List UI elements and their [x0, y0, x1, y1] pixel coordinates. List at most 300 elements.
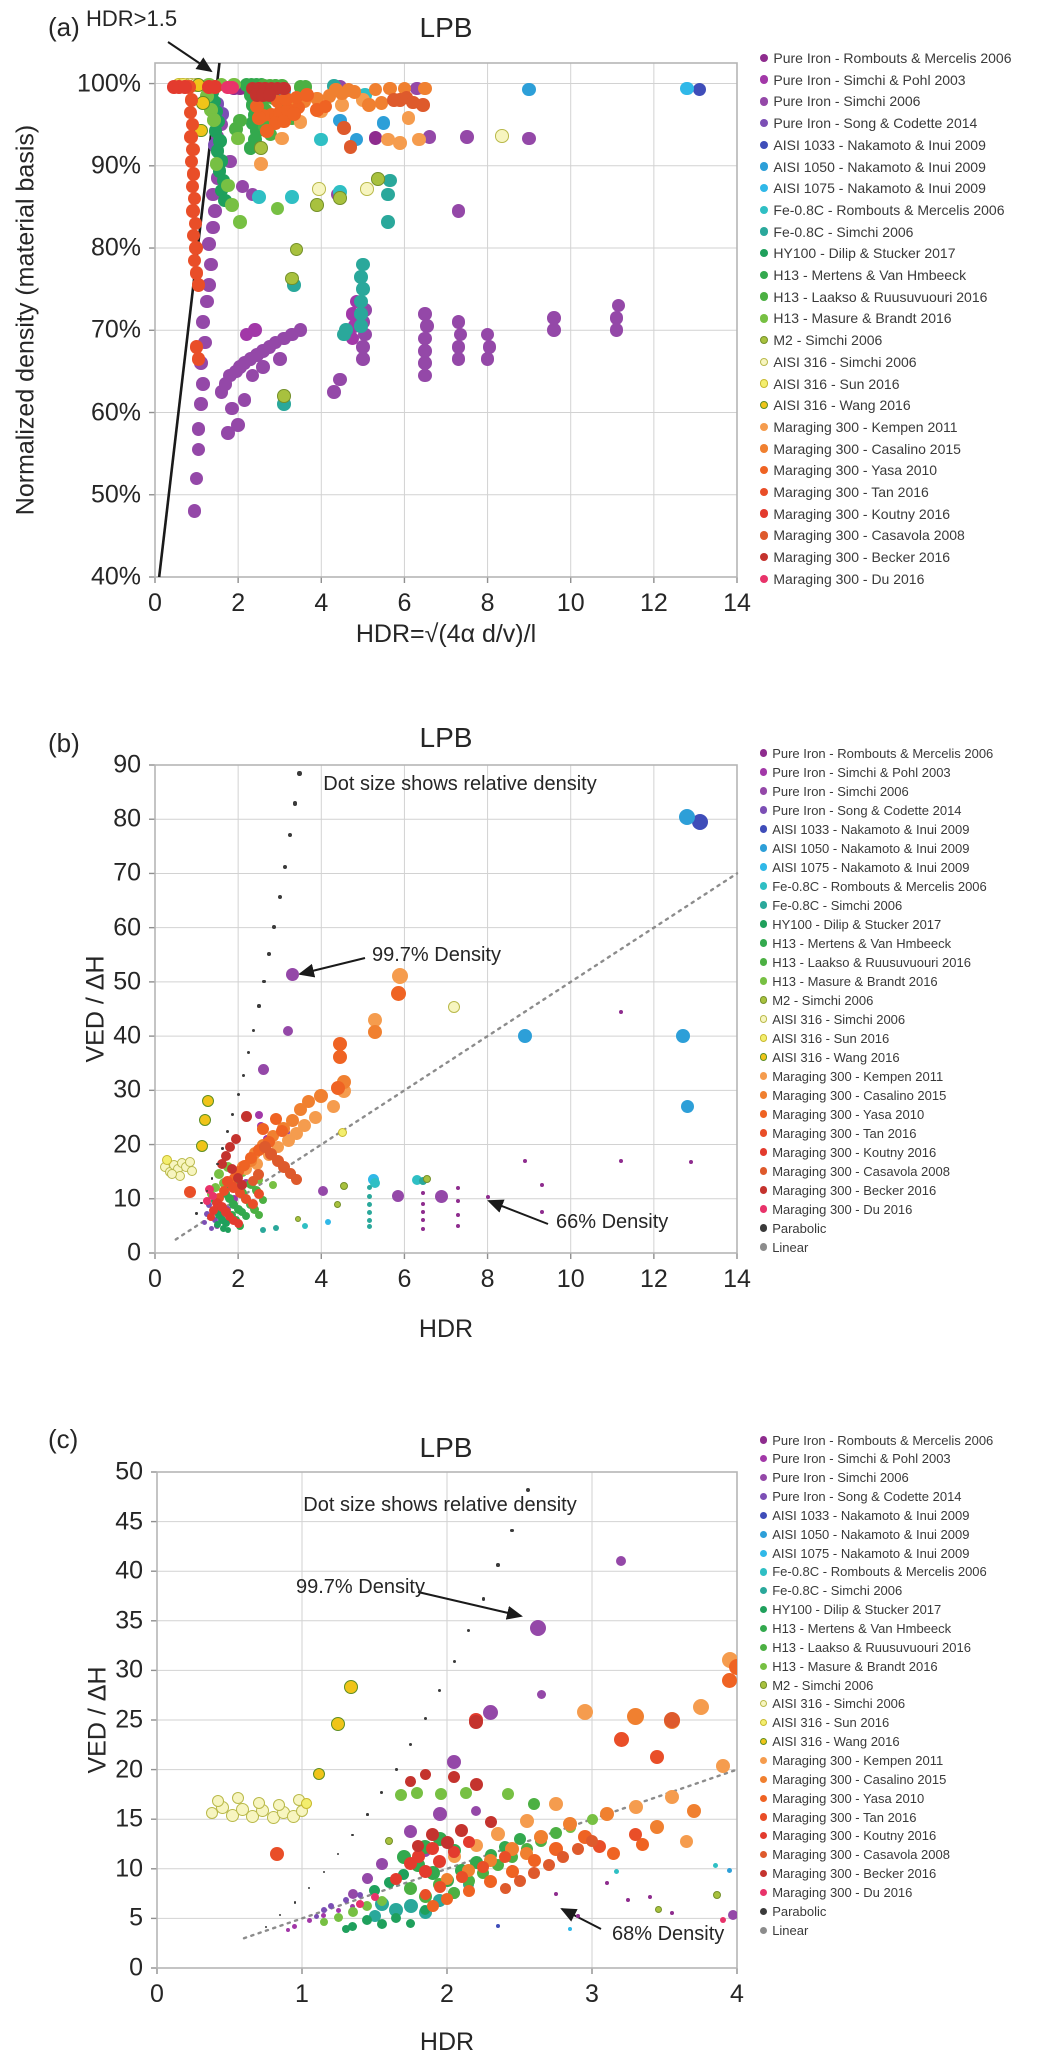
scatter-point — [438, 1689, 441, 1692]
scatter-point — [477, 1861, 489, 1873]
y-tick-label: 25 — [115, 1705, 143, 1734]
y-tick-label: 90 — [113, 750, 141, 779]
legend-item — [760, 1451, 951, 1467]
y-tick-label: 15 — [115, 1804, 143, 1833]
scatter-point — [496, 1563, 500, 1567]
legend-label: AISI 316 - Wang 2016 — [772, 1734, 900, 1750]
legend-label: Maraging 300 - Kempen 2011 — [772, 1068, 944, 1084]
legend-label: Pure Iron - Simchi 2006 — [772, 783, 909, 799]
legend-label: Pure Iron - Simchi & Pohl 2003 — [772, 1451, 951, 1467]
legend-item — [760, 1470, 909, 1486]
scatter-point — [331, 1717, 345, 1731]
y-tick-label: 50 — [115, 1457, 143, 1486]
legend-item — [760, 1922, 808, 1938]
legend-label: Pure Iron - Simchi & Pohl 2003 — [773, 71, 966, 88]
scatter-point — [629, 1800, 643, 1814]
legend-label: HY100 - Dilip & Stucker 2017 — [773, 245, 956, 262]
legend-label: Fe-0.8C - Rombouts & Mercelis 2006 — [773, 201, 1005, 218]
scatter-point — [470, 1778, 483, 1791]
scatter-point — [670, 1911, 674, 1915]
scatter-point — [485, 1816, 497, 1828]
scatter-point — [629, 1828, 642, 1841]
legend-label: AISI 316 - Sun 2016 — [773, 375, 900, 392]
scatter-point — [395, 1768, 398, 1771]
scatter-point — [405, 1776, 416, 1787]
legend-label: Pure Iron - Rombouts & Mercelis 2006 — [772, 1432, 994, 1448]
panel-c-label: (c) — [48, 1424, 79, 1454]
legend-label: Maraging 300 - Casalino 2015 — [773, 440, 961, 457]
legend-marker-dot — [760, 1813, 767, 1820]
scatter-point — [514, 1875, 526, 1887]
x-tick-label: 8 — [480, 1265, 495, 1293]
legend-item — [760, 1602, 941, 1618]
legend-label: H13 - Laakso & Ruusuvuouri 2016 — [773, 288, 988, 305]
scatter-point — [650, 1820, 664, 1834]
legend-label: Maraging 300 - Koutny 2016 — [772, 1144, 937, 1160]
legend-marker-dot — [760, 1908, 767, 1915]
scatter-point — [314, 1914, 319, 1919]
legend-marker-dot — [760, 1700, 767, 1707]
legend-label: Maraging 300 - Becker 2016 — [772, 1866, 937, 1882]
legend-label: Parabolic — [772, 1220, 827, 1236]
scatter-point — [605, 1881, 609, 1885]
panel-a-label: (a) — [48, 12, 80, 42]
x-tick-label: 8 — [480, 589, 495, 617]
scatter-point — [447, 1755, 461, 1769]
scatter-point — [294, 1901, 296, 1903]
scatter-point — [307, 1918, 312, 1923]
legend-item — [760, 1734, 900, 1750]
legend-label: AISI 1033 - Nakamoto & Inui 2009 — [773, 136, 986, 153]
x-tick-label: 10 — [556, 589, 585, 617]
legend-label: AISI 1033 - Nakamoto & Inui 2009 — [772, 1507, 970, 1523]
scatter-point — [680, 1835, 693, 1848]
scatter-point — [427, 1900, 439, 1912]
legend-label: Maraging 300 - Casavola 2008 — [772, 1163, 950, 1179]
scatter-point — [337, 1853, 339, 1855]
y-tick-label: 80% — [90, 233, 141, 262]
legend-label: Maraging 300 - Tan 2016 — [772, 1809, 917, 1825]
legend-label: Maraging 300 - Du 2016 — [773, 570, 925, 587]
legend-marker-dot — [760, 1587, 767, 1594]
legend-item — [760, 1866, 936, 1882]
legend-label: Maraging 300 - Tan 2016 — [772, 1125, 917, 1141]
legend-label: Parabolic — [772, 1903, 827, 1919]
scatter-point — [286, 1928, 290, 1932]
scatter-point — [483, 1705, 498, 1720]
annotation-density-997: 99.7% Density — [296, 1576, 425, 1598]
scatter-point — [664, 1712, 680, 1728]
scatter-point — [320, 1918, 328, 1926]
legend-item — [760, 1639, 971, 1655]
legend-label: AISI 1075 - Nakamoto & Inui 2009 — [772, 859, 970, 875]
legend-item — [760, 1903, 826, 1919]
y-tick-label: 30 — [115, 1655, 143, 1684]
x-tick-label: 10 — [556, 1265, 585, 1293]
legend-item — [760, 1432, 993, 1448]
y-tick-label: 60 — [113, 913, 141, 942]
scatter-point — [441, 1836, 454, 1849]
scatter-point — [409, 1743, 412, 1746]
scatter-point — [323, 1871, 325, 1873]
scatter-point — [348, 1922, 357, 1931]
legend-item — [760, 1507, 969, 1523]
legend-label: Maraging 300 - Du 2016 — [772, 1201, 913, 1217]
x-tick-label: 12 — [639, 589, 668, 617]
panel-c-plot-area — [157, 1472, 737, 1968]
x-tick-label: 14 — [723, 589, 751, 617]
legend-item — [760, 1752, 943, 1768]
scatter-point — [321, 1907, 327, 1913]
legend-item — [760, 1696, 905, 1712]
x-tick-label: 1 — [295, 1980, 309, 2008]
panel-a-xlabel: HDR=√(4α d/v)/l — [355, 620, 537, 648]
legend-marker-dot — [760, 1436, 767, 1443]
scatter-point — [614, 1732, 629, 1747]
scatter-point — [308, 1887, 310, 1889]
legend-marker-dot — [760, 1719, 767, 1726]
legend-label: AISI 316 - Simchi 2006 — [772, 1011, 906, 1027]
scatter-point — [471, 1806, 481, 1816]
y-tick-label: 0 — [127, 1238, 141, 1267]
legend-label: Maraging 300 - Casalino 2015 — [772, 1087, 947, 1103]
scatter-point — [530, 1620, 546, 1636]
scatter-point — [328, 1903, 334, 1909]
panel-b-label: (b) — [48, 728, 80, 758]
legend-label: AISI 316 - Simchi 2006 — [773, 353, 917, 370]
scatter-point — [357, 1892, 363, 1898]
x-tick-label: 2 — [231, 1265, 246, 1293]
scatter-point — [433, 1855, 446, 1868]
legend-label: Fe-0.8C - Rombouts & Mercelis 2006 — [772, 1564, 987, 1580]
y-tick-label: 70% — [90, 315, 141, 344]
scatter-point — [460, 1787, 472, 1799]
legend-label: AISI 316 - Sun 2016 — [772, 1030, 890, 1046]
scatter-point — [491, 1827, 505, 1841]
y-tick-label: 35 — [115, 1606, 143, 1635]
y-tick-label: 5 — [129, 1903, 143, 1932]
scatter-point — [424, 1717, 427, 1720]
x-tick-label: 2 — [231, 589, 246, 617]
legend-item — [760, 1790, 924, 1806]
legend-label: HY100 - Dilip & Stucker 2017 — [772, 1602, 942, 1618]
legend-label: Pure Iron - Song & Codette 2014 — [772, 1489, 962, 1505]
legend-marker-dot — [760, 1550, 767, 1557]
scatter-point — [377, 1919, 387, 1929]
legend-label: AISI 316 - Sun 2016 — [772, 1715, 890, 1731]
legend-label: Maraging 300 - Yasa 2010 — [772, 1106, 925, 1122]
scatter-point — [665, 1790, 679, 1804]
legend-marker-dot — [760, 1681, 767, 1688]
legend-label: Maraging 300 - Kempen 2011 — [772, 1752, 944, 1768]
legend-label: M2 - Simchi 2006 — [772, 1677, 874, 1693]
legend-marker-dot — [760, 1738, 767, 1745]
scatter-point — [467, 1629, 470, 1632]
scatter-point — [404, 1882, 417, 1895]
legend-label: Maraging 300 - Casavola 2008 — [772, 1847, 950, 1863]
scatter-point — [362, 1915, 372, 1925]
legend-label: M2 - Simchi 2006 — [773, 332, 883, 349]
legend-label: AISI 1050 - Nakamoto & Inui 2009 — [772, 840, 970, 856]
scatter-point — [557, 1851, 569, 1863]
legend-marker-dot — [760, 1889, 767, 1896]
scatter-point — [448, 1771, 460, 1783]
scatter-point — [693, 1699, 709, 1715]
x-tick-label: 3 — [585, 1980, 599, 2008]
scatter-point — [411, 1787, 423, 1799]
y-tick-label: 40 — [113, 1021, 141, 1050]
legend-label: AISI 316 - Simchi 2006 — [772, 1696, 906, 1712]
scatter-point — [587, 1814, 598, 1825]
legend-marker-dot — [760, 1851, 767, 1858]
scatter-point — [404, 1825, 417, 1838]
legend-label: Maraging 300 - Casalino 2015 — [772, 1771, 947, 1787]
x-tick-label: 14 — [723, 1265, 751, 1293]
legend-label: Fe-0.8C - Simchi 2006 — [772, 1583, 903, 1599]
panel-b-title: LPB — [419, 722, 473, 753]
legend-label: AISI 1075 - Nakamoto & Inui 2009 — [773, 180, 986, 197]
legend-label: Fe-0.8C - Simchi 2006 — [772, 897, 903, 913]
scatter-point — [404, 1899, 418, 1913]
legend-label: Pure Iron - Simchi 2006 — [772, 1470, 909, 1486]
scatter-point — [292, 1924, 297, 1929]
legend-label: H13 - Mertens & Van Hmbeeck — [772, 935, 952, 951]
legend-label: AISI 1033 - Nakamoto & Inui 2009 — [772, 821, 970, 837]
legend-marker-dot — [760, 1606, 767, 1613]
legend-label: H13 - Masure & Brandt 2016 — [773, 310, 952, 327]
legend-label: Linear — [772, 1922, 809, 1938]
legend-item — [760, 1809, 917, 1825]
legend-item — [760, 1526, 969, 1542]
scatter-point — [453, 1660, 456, 1663]
legend-label: Pure Iron - Simchi 2006 — [773, 93, 921, 110]
legend-marker-dot — [760, 1455, 767, 1462]
scatter-point — [482, 1597, 485, 1600]
legend-item — [760, 1847, 950, 1863]
scatter-point — [500, 1883, 511, 1894]
annotation-size-note: Dot size shows relative density — [323, 773, 597, 795]
scatter-point — [716, 1759, 730, 1773]
scatter-point — [510, 1529, 514, 1533]
scatter-point — [499, 1851, 511, 1863]
scatter-point — [528, 1798, 540, 1810]
scatter-point — [713, 1863, 718, 1868]
legend-item — [760, 1564, 987, 1580]
legend-label: Linear — [772, 1239, 809, 1255]
legend-item — [760, 1715, 889, 1731]
scatter-point — [313, 1768, 325, 1780]
scatter-point — [549, 1797, 563, 1811]
scatter-point — [648, 1895, 652, 1899]
legend-label: Maraging 300 - Tan 2016 — [773, 484, 929, 500]
scatter-point — [334, 1913, 343, 1922]
legend-item — [760, 1658, 938, 1674]
scatter-point — [412, 1840, 424, 1852]
scatter-point — [463, 1885, 475, 1897]
scatter-point — [537, 1690, 546, 1699]
scatter-point — [434, 1881, 446, 1893]
legend-marker-dot — [760, 1531, 767, 1538]
scatter-point — [273, 1799, 285, 1811]
x-tick-label: 0 — [150, 1980, 164, 2008]
scatter-point — [342, 1925, 350, 1933]
scatter-point — [463, 1836, 475, 1848]
legend-label: Pure Iron - Rombouts & Mercelis 2006 — [773, 50, 1012, 66]
panel-b-xlabel: HDR — [418, 1315, 474, 1343]
scatter-point — [576, 1914, 580, 1918]
scatter-point — [728, 1910, 737, 1920]
legend-label: Pure Iron - Rombouts & Mercelis 2006 — [772, 745, 994, 761]
legend-item — [760, 1828, 936, 1844]
legend-label: AISI 1075 - Nakamoto & Inui 2009 — [772, 1545, 970, 1561]
y-tick-label: 70 — [113, 858, 141, 887]
legend-label: H13 - Masure & Brandt 2016 — [772, 1658, 938, 1674]
legend-marker-dot — [760, 1493, 767, 1500]
scatter-point — [351, 1834, 354, 1837]
annotation-density-997: 99.7% Density — [372, 944, 501, 966]
y-tick-label: 100% — [77, 69, 141, 98]
y-tick-label: 40 — [115, 1556, 143, 1585]
legend-marker-dot — [760, 1795, 767, 1802]
scatter-point — [554, 1892, 558, 1896]
annotation-hdr-note: HDR>1.5 — [86, 6, 178, 31]
legend-marker-dot — [760, 1512, 767, 1519]
scatter-point — [412, 1850, 425, 1863]
scatter-point — [607, 1847, 620, 1860]
annotation-size-note: Dot size shows relative density — [303, 1494, 577, 1516]
panel-c-xlabel: HDR — [419, 2028, 475, 2056]
legend-marker-dot — [760, 1625, 767, 1632]
y-tick-label: 10 — [113, 1184, 141, 1213]
scatter-point — [362, 1873, 373, 1884]
legend-label: Maraging 300 - Du 2016 — [772, 1884, 913, 1900]
scatter-point — [433, 1807, 447, 1821]
scatter-point — [456, 1871, 468, 1883]
y-tick-label: 60% — [90, 398, 141, 427]
scatter-point — [650, 1750, 664, 1764]
scatter-point — [572, 1843, 584, 1855]
scatter-point — [496, 1924, 500, 1928]
legend-label: HY100 - Dilip & Stucker 2017 — [772, 916, 942, 932]
scatter-point — [385, 1837, 393, 1845]
x-tick-label: 4 — [314, 589, 329, 617]
scatter-point — [376, 1858, 388, 1870]
scatter-point — [279, 1914, 281, 1916]
x-tick-label: 12 — [639, 1265, 668, 1293]
y-tick-label: 30 — [113, 1075, 141, 1104]
scatter-point — [627, 1708, 644, 1725]
legend-marker-dot — [760, 1832, 767, 1839]
scatter-point — [426, 1828, 439, 1841]
legend-label: AISI 316 - Wang 2016 — [772, 1049, 900, 1065]
scatter-point — [502, 1788, 514, 1800]
scatter-point — [391, 1913, 401, 1923]
scatter-point — [586, 1835, 598, 1847]
x-tick-label: 4 — [730, 1980, 744, 2008]
legend-label: Pure Iron - Song & Codette 2014 — [773, 115, 978, 132]
scatter-point — [343, 1897, 349, 1903]
x-tick-label: 6 — [397, 589, 412, 617]
legend-item — [760, 1677, 873, 1693]
legend-label: Fe-0.8C - Rombouts & Mercelis 2006 — [772, 878, 987, 894]
scatter-point — [390, 1873, 402, 1885]
legend-item — [760, 1771, 946, 1787]
scatter-point — [687, 1804, 701, 1818]
y-tick-label: 90% — [90, 151, 141, 180]
scatter-point — [420, 1769, 431, 1780]
y-tick-label: 45 — [115, 1507, 143, 1536]
legend-label: Maraging 300 - Casavola 2008 — [773, 527, 965, 544]
scatter-point — [616, 1556, 626, 1566]
legend-label: Fe-0.8C - Simchi 2006 — [773, 223, 914, 240]
legend-label: Maraging 300 - Kempen 2011 — [773, 418, 958, 435]
scatter-point — [441, 1893, 453, 1905]
panel-c-title: LPB — [419, 1432, 473, 1463]
legend-item — [760, 1884, 912, 1900]
legend-label: H13 - Mertens & Van Hmbeeck — [773, 267, 967, 283]
x-tick-label: 0 — [148, 589, 162, 617]
legend-label: Maraging 300 - Yasa 2010 — [772, 1790, 925, 1806]
scatter-point — [395, 1789, 407, 1801]
scatter-point — [265, 1926, 267, 1928]
scatter-point — [528, 1867, 540, 1879]
scatter-point — [321, 1913, 326, 1918]
x-tick-label: 6 — [397, 1265, 412, 1293]
scatter-point — [484, 1875, 497, 1888]
y-tick-label: 50 — [113, 967, 141, 996]
panel-a-title: LPB — [419, 12, 473, 43]
legend-label: Pure Iron - Simchi & Pohl 2003 — [772, 764, 951, 780]
legend-label: H13 - Laakso & Ruusuvuouri 2016 — [772, 1639, 971, 1655]
legend-label: Maraging 300 - Koutny 2016 — [772, 1828, 937, 1844]
legend-item — [760, 1583, 902, 1599]
legend-item — [760, 1545, 969, 1561]
annotation-density-68: 68% Density — [612, 1923, 725, 1945]
legend-label: AISI 1050 - Nakamoto & Inui 2009 — [772, 1526, 970, 1542]
scatter-point — [577, 1704, 593, 1720]
scatter-point — [526, 1488, 530, 1492]
y-tick-label: 0 — [129, 1953, 143, 1982]
legend-label: AISI 316 - Wang 2016 — [773, 397, 911, 414]
scatter-point — [426, 1842, 439, 1855]
y-tick-label: 80 — [113, 804, 141, 833]
scatter-point — [455, 1824, 468, 1837]
x-tick-label: 0 — [148, 1265, 162, 1293]
x-tick-label: 4 — [314, 1265, 329, 1293]
legend-label: Maraging 300 - Koutny 2016 — [773, 505, 951, 522]
legend-label: Maraging 300 - Becker 2016 — [772, 1182, 937, 1198]
scatter-point — [371, 1893, 379, 1901]
legend-marker-dot — [760, 1644, 767, 1651]
scatter-point — [722, 1673, 737, 1688]
scatter-point — [356, 1900, 364, 1908]
y-tick-label: 20 — [113, 1130, 141, 1159]
scatter-point — [380, 1791, 383, 1794]
panel-a-ylabel: Normalized density (material basis) — [11, 124, 40, 516]
scatter-point — [406, 1919, 415, 1928]
annotation-density-66: 66% Density — [556, 1211, 669, 1233]
y-tick-label: 10 — [115, 1854, 143, 1883]
y-tick-label: 20 — [115, 1755, 143, 1784]
legend-label: AISI 1050 - Nakamoto & Inui 2009 — [773, 158, 986, 175]
legend-label: H13 - Mertens & Van Hmbeeck — [772, 1621, 952, 1636]
legend-item — [760, 1621, 951, 1637]
scatter-point — [419, 1865, 432, 1878]
legend-marker-dot — [760, 1870, 767, 1877]
scatter-point — [301, 1798, 312, 1809]
panel-c-ylabel: VED / ΔH — [83, 1666, 112, 1774]
legend-marker-dot — [760, 1776, 767, 1783]
